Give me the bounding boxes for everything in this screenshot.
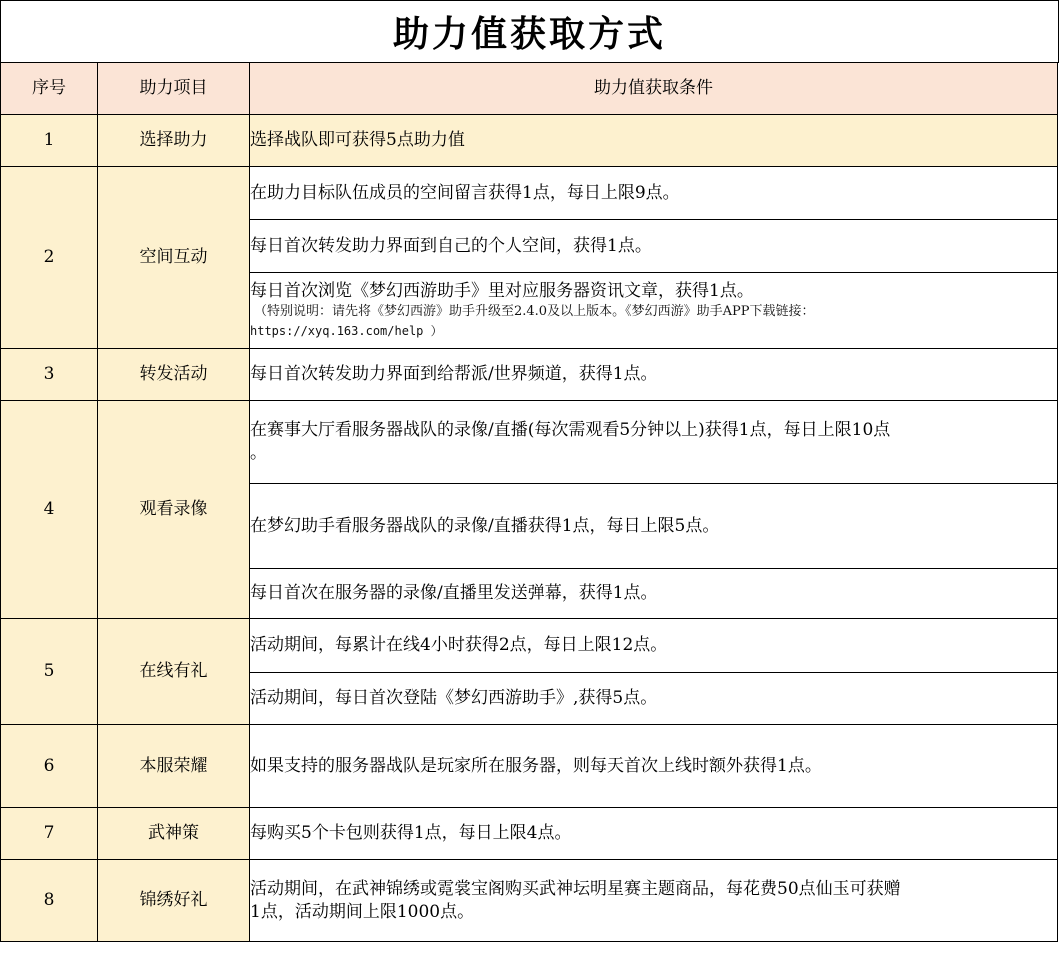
table-row [1,115,1058,167]
header-condition: 助力值获取条件 [250,63,1058,115]
row-number: 5 [1,619,98,725]
row-number: 2 [1,167,98,349]
row-item: 选择助力 [98,115,250,167]
row-number: 4 [1,401,98,619]
table-row [1,808,1058,860]
condition-text: 每日首次浏览《梦幻西游助手》里对应服务器资讯文章，获得1点。 [250,280,754,301]
row-number: 8 [1,860,98,942]
row-condition: 每日首次转发助力界面到给帮派/世界频道，获得1点。 [250,349,1058,401]
page-title: 助力值获取方式 [0,0,1059,63]
row-item: 观看录像 [98,401,250,619]
table-row [1,725,1058,808]
row-item: 在线有礼 [98,619,250,725]
table-row [1,167,1058,220]
row-item: 本服荣耀 [98,725,250,808]
rules-table [0,62,1058,942]
row-condition: 每购买5个卡包则获得1点，每日上限4点。 [250,808,1058,860]
table-row [1,619,1058,673]
row-item: 转发活动 [98,349,250,401]
row-number: 1 [1,115,98,167]
header-no: 序号 [1,63,98,115]
condition-line: 活动期间，在武神锦绣或霓裳宝阁购买武神坛明星赛主题商品，每花费50点仙玉可获赠 [250,878,901,899]
row-condition-with-note [250,273,1058,349]
table-header-row [1,63,1058,115]
row-condition: 在助力目标队伍成员的空间留言获得1点，每日上限9点。 [250,167,1058,220]
note-text: （特别说明：请先将《梦幻西游》助手升级至2.4.0及以上版本。《梦幻西游》助手APP下载链接： [254,304,815,320]
table-row [1,401,1058,484]
table-row [1,860,1058,942]
row-number: 3 [1,349,98,401]
condition-line: 1点，活动期间上限1000点。 [250,901,475,922]
row-item: 锦绣好礼 [98,860,250,942]
row-condition: 在梦幻助手看服务器战队的录像/直播获得1点，每日上限5点。 [250,484,1058,569]
row-condition: 每日首次在服务器的录像/直播里发送弹幕，获得1点。 [250,569,1058,619]
row-condition [250,401,1058,484]
header-item: 助力项目 [98,63,250,115]
row-condition: 每日首次转发助力界面到自己的个人空间，获得1点。 [250,220,1058,273]
row-number: 6 [1,725,98,808]
row-condition: 活动期间，每累计在线4小时获得2点，每日上限12点。 [250,619,1058,673]
condition-note [250,302,1057,341]
condition-line: 在赛事大厅看服务器战队的录像/直播(每次需观看5分钟以上)获得1点，每日上限10点 [250,420,891,441]
help-link[interactable]: https://xyq.163.com/help ） [250,323,443,338]
row-condition: 选择战队即可获得5点助力值 [250,115,1058,167]
row-item: 空间互动 [98,167,250,349]
row-condition: 如果支持的服务器战队是玩家所在服务器，则每天首次上线时额外获得1点。 [250,725,1058,808]
row-item: 武神策 [98,808,250,860]
row-condition: 活动期间，每日首次登陆《梦幻西游助手》,获得5点。 [250,673,1058,725]
row-condition [250,860,1058,942]
table-row [1,349,1058,401]
condition-line: 。 [250,443,267,463]
row-number: 7 [1,808,98,860]
